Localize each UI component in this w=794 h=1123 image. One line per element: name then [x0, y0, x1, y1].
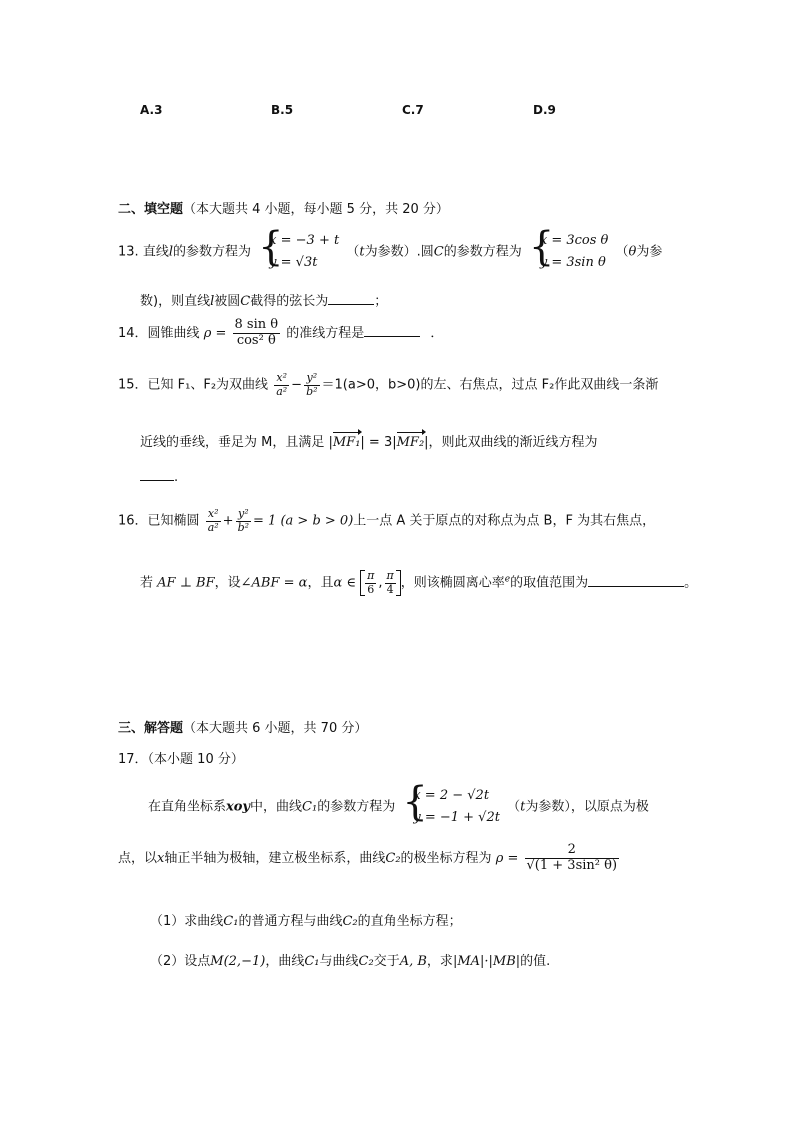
- q17-text: 的参数方程为: [317, 799, 396, 815]
- q16-element-of: α ∈: [333, 575, 357, 591]
- q14-rho: ρ =: [203, 325, 227, 341]
- question-17-line-2: [118, 843, 621, 874]
- q16-fraction-pi-6: [365, 570, 376, 596]
- section-3-heading: [118, 717, 367, 736]
- q13-text: 截得的弦长为: [250, 294, 329, 309]
- q13-var-l: l: [168, 244, 174, 260]
- q16-number: 16．: [118, 513, 148, 529]
- q16-six: 6: [367, 582, 375, 596]
- q13-line-system: { x = −3 + t y = √3t: [258, 230, 339, 274]
- q16-text: 的取值范围为: [510, 575, 589, 591]
- q17-text: 的直角坐标方程；: [357, 914, 462, 929]
- q17-text: （2）设点: [150, 954, 211, 969]
- question-13: [118, 224, 663, 274]
- q14-text: ．: [430, 325, 444, 341]
- q16-y2: y²: [236, 508, 251, 522]
- q15-y2: y²: [304, 372, 319, 386]
- q17-text: 点，以: [118, 850, 158, 866]
- q17-eq-1: x = 2 − √2t: [413, 788, 490, 803]
- section-2-heading: [118, 198, 449, 217]
- q17-text: 与曲线: [319, 954, 359, 969]
- q17-xoy: xoy: [226, 799, 250, 815]
- option-d: D.9: [533, 103, 556, 117]
- q15-fraction-y: [304, 372, 319, 398]
- q17-c2: C₂: [358, 954, 374, 969]
- q17-eq-2: y = −1 + √2t: [413, 810, 500, 825]
- q17-text: ，曲线: [265, 954, 305, 969]
- q15-b2: b²: [306, 384, 318, 398]
- q16-text: ，则该椭圆离心率: [400, 575, 505, 591]
- q17-rho: ρ =: [495, 850, 519, 866]
- q17-text: （1）求曲线: [150, 914, 224, 929]
- q17-var-x: x: [157, 850, 165, 866]
- q14-fraction: [233, 318, 281, 349]
- q16-fraction-y: [236, 508, 251, 534]
- q17-text: 在直角坐标系: [148, 799, 227, 815]
- question-15: [118, 372, 658, 398]
- q14-text: 的准线方程是: [286, 325, 365, 341]
- question-16-cont: [140, 570, 697, 596]
- question-17-heading: 17．（本小题 10 分）: [118, 752, 244, 767]
- q15-a2: a²: [276, 384, 288, 398]
- q17-text: 的普通方程与曲线: [238, 914, 343, 929]
- q13-var-t: t: [359, 244, 365, 260]
- q15-answer-blank[interactable]: [140, 468, 174, 481]
- q14-number: 14．: [118, 325, 148, 341]
- option-c: C.7: [402, 103, 424, 117]
- q13-circle-eq-1: x = 3cos θ: [539, 233, 609, 248]
- q17-c2: C₂: [385, 850, 401, 866]
- q13-text: 数)，则直线: [140, 294, 211, 309]
- section-2-title: 二、填空题: [118, 202, 184, 217]
- q17-text: 的值.: [520, 954, 551, 969]
- q13-text: 为参: [636, 244, 663, 260]
- q13-line-eq-2: y = √3t: [269, 255, 318, 270]
- question-14: [118, 318, 443, 349]
- q14-denominator: cos² θ: [236, 332, 276, 348]
- section-3-title: 三、解答题: [118, 721, 184, 736]
- section-2-note: （本大题共 4 小题，每小题 5 分，共 20 分）: [183, 202, 449, 217]
- q13-circle-eq-2: y = 3sin θ: [539, 255, 606, 270]
- q17-var-t: t: [520, 799, 526, 815]
- option-a: A.3: [140, 103, 163, 117]
- q16-a2: a²: [207, 520, 219, 534]
- q17-text: 交于: [373, 954, 400, 969]
- q13-text: （: [346, 244, 360, 260]
- q16-b2: b²: [237, 520, 250, 534]
- q16-text: 。: [684, 575, 698, 591]
- q15-fraction-x: [274, 372, 289, 398]
- q15-number: 15．: [118, 377, 148, 393]
- q16-e: e: [504, 574, 511, 585]
- question-17-part-2: [150, 950, 550, 969]
- q15-vector-mf2: MF₂: [396, 435, 425, 450]
- q17-text: ，求: [426, 954, 453, 969]
- q17-text: 中，曲线: [250, 799, 303, 815]
- q16-four: 4: [386, 582, 394, 596]
- q16-text: ，设: [214, 575, 241, 591]
- q16-text: ，且: [307, 575, 334, 591]
- q17-c1: C₁: [223, 914, 239, 929]
- q13-text: 直线: [142, 244, 169, 260]
- q17-c1: C₁: [304, 954, 320, 969]
- q13-text: ；: [374, 294, 388, 309]
- q15-text: .: [174, 470, 179, 485]
- question-15-blank-line: [140, 468, 178, 485]
- question-17-part-1: [150, 910, 462, 929]
- q16-answer-blank[interactable]: [588, 574, 684, 587]
- q16-angle: ∠ABF = α: [240, 575, 308, 591]
- q15-text: 已知 F₁、F₂为双曲线: [147, 377, 269, 393]
- q16-perpendicular: AF ⊥ BF: [157, 575, 215, 591]
- q17-parametric-system: { x = 2 − √2t y = −1 + √2t: [402, 785, 500, 829]
- q17-numerator: 2: [525, 843, 620, 859]
- q17-text: 的极坐标方程为: [400, 850, 492, 866]
- q16-x2: x²: [206, 508, 221, 522]
- q16-text: 若: [140, 575, 154, 591]
- q15-vector-mf1: MF₁: [332, 435, 361, 450]
- q16-ellipse-condition: = 1 (a > b > 0): [253, 513, 354, 529]
- q17-denominator: √(1 + 3sin² θ): [526, 857, 618, 873]
- q17-c1: C₁: [302, 799, 318, 815]
- q16-plus: +: [222, 513, 234, 529]
- section-3-note: （本大题共 6 小题，共 70 分）: [183, 721, 368, 736]
- question-16: [118, 508, 655, 534]
- q17-polar-fraction: [525, 843, 620, 874]
- q16-pi: π: [386, 569, 394, 582]
- q16-comma: ,: [378, 575, 383, 591]
- q17-text: 轴正半轴为极轴，建立极坐标系，曲线: [164, 850, 386, 866]
- q16-fraction-pi-4: [385, 570, 396, 596]
- q17-points-ab: A, B: [399, 954, 427, 969]
- q17-text: （: [507, 799, 521, 815]
- q15-text: ＝1(a>0，b>0)的左、右焦点，过点 F₂作此双曲线一条渐: [321, 377, 659, 393]
- q15-text: | = 3|: [360, 435, 397, 450]
- q15-text: 近线的垂线，垂足为 M，且满足 |: [140, 435, 333, 450]
- q17-text: 为参数），以原点为极: [525, 799, 649, 815]
- q13-text: 为参数）.圆: [364, 244, 434, 260]
- q16-pi: π: [367, 569, 375, 582]
- q17-point-m: M(2,−1): [210, 954, 266, 969]
- q16-text: 已知椭圆: [147, 513, 200, 529]
- q14-answer-blank[interactable]: [364, 324, 420, 337]
- question-15-cont: [140, 431, 598, 450]
- q16-fraction-x: [206, 508, 221, 534]
- question-13-cont: [140, 290, 387, 309]
- q15-minus: −: [291, 377, 303, 393]
- q13-var-c: C: [433, 244, 444, 260]
- q14-numerator: 8 sin θ: [234, 317, 279, 332]
- q16-text: 上一点 A 关于原点的对称点为点 B，F 为其右焦点，: [353, 513, 656, 529]
- q17-c2: C₂: [342, 914, 358, 929]
- q13-var-theta: θ: [628, 244, 637, 260]
- q16-interval: [360, 570, 401, 596]
- q13-number: 13.: [118, 244, 139, 260]
- q13-text: 被圆: [214, 294, 241, 309]
- option-b: B.5: [271, 103, 294, 117]
- q13-line-eq-1: x = −3 + t: [269, 233, 340, 248]
- q14-text: 圆锥曲线: [147, 325, 200, 341]
- q13-text: 的参数方程为: [443, 244, 522, 260]
- q13-text: 的参数方程为: [173, 244, 252, 260]
- q13-var-c: C: [240, 294, 251, 309]
- q13-answer-blank[interactable]: [328, 292, 374, 305]
- q17-product: |MA|·|MB|: [452, 954, 521, 969]
- q13-circle-system: { x = 3cos θ y = 3sin θ: [529, 230, 609, 274]
- q13-text: （: [615, 244, 629, 260]
- question-17-line-1: [148, 779, 649, 829]
- q15-x2: x²: [274, 372, 289, 386]
- q13-var-l: l: [210, 294, 215, 309]
- q15-text: |，则此双曲线的渐近线方程为: [424, 435, 598, 450]
